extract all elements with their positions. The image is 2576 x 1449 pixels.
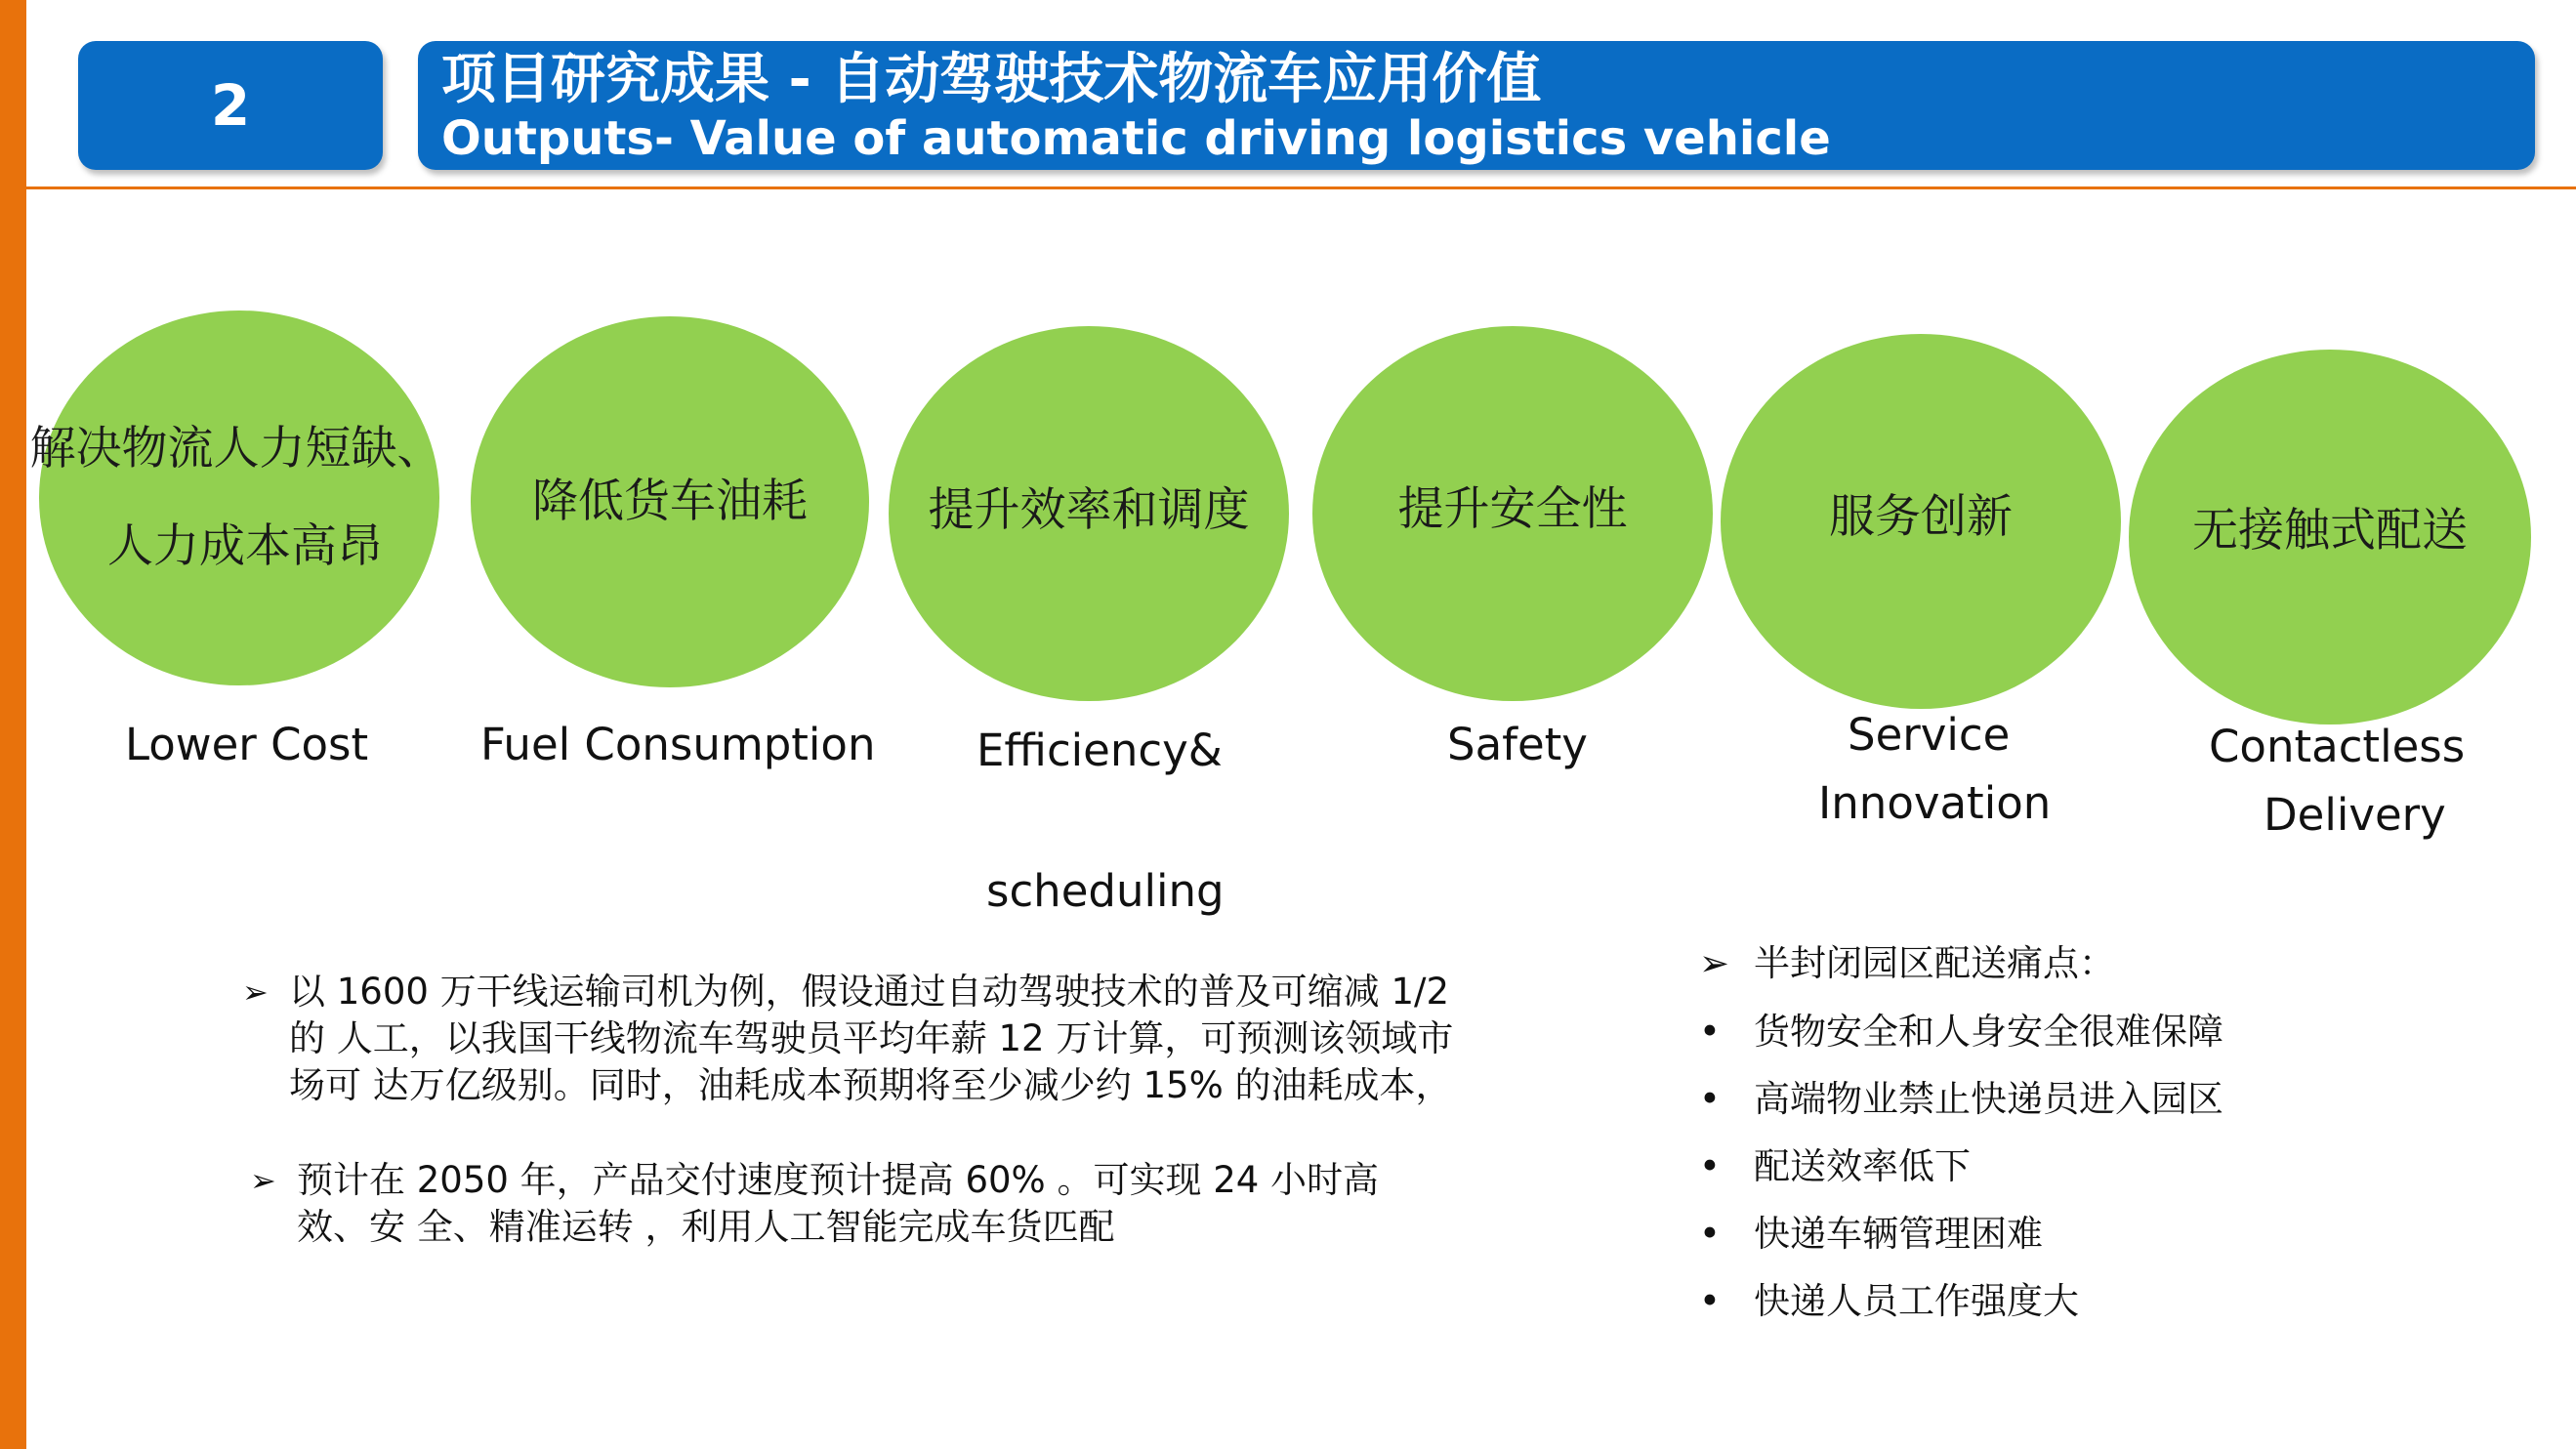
arrow-bullet-icon: ➢ <box>1699 942 1730 984</box>
circle-label-line: 降低货车油耗 <box>532 475 808 528</box>
value-label-scheduling: scheduling <box>986 865 1225 917</box>
value-label-lower-cost: Lower Cost <box>125 719 369 770</box>
left-accent-bar <box>0 0 26 1449</box>
value-circle-lower-cost <box>29 310 443 685</box>
value-circle-fuel <box>471 316 869 687</box>
circle-label-line: 解决物流人力短缺、 <box>29 422 443 476</box>
paragraph-line: 效、安 全、精准运转 ，利用人工智能完成车货匹配 <box>297 1206 1115 1248</box>
circle-label-line: 人力成本高昂 <box>107 519 383 573</box>
section-number: 2 <box>210 72 251 139</box>
pain-points-heading-text: 半封闭园区配送痛点： <box>1754 942 2115 984</box>
arrow-bullet-icon: ➢ <box>242 973 269 1011</box>
paragraph-line: 的 人工，以我国干线物流车驾驶员平均年薪 12 万计算，可预测该领域市 <box>289 1017 1454 1059</box>
paragraph-labor-cost <box>242 969 1521 1109</box>
header-divider <box>26 186 2576 189</box>
circle-label-line: 提升效率和调度 <box>928 483 1250 537</box>
dot-bullet-icon: • <box>1699 1213 1721 1255</box>
value-label-delivery: Delivery <box>2264 789 2446 841</box>
dot-bullet-icon: • <box>1699 1145 1721 1187</box>
value-circle-safety <box>1312 326 1713 701</box>
value-label-fuel: Fuel Consumption <box>480 719 876 770</box>
value-label-innovation: Innovation <box>1818 777 2052 829</box>
dot-bullet-icon: • <box>1699 1280 1721 1322</box>
paragraph-line: 场可 达万亿级别。同时，油耗成本预期将至少减少约 15% 的油耗成本， <box>289 1064 1452 1106</box>
list-item-text: 快递车辆管理困难 <box>1754 1213 2043 1255</box>
circle-label-line: 无接触式配送 <box>2192 504 2468 558</box>
value-circle-efficiency <box>889 326 1289 701</box>
paragraph-line: 以 1600 万干线运输司机为例，假设通过自动驾驶技术的普及可缩减 1/2 <box>289 971 1449 1013</box>
dot-bullet-icon: • <box>1699 1011 1721 1053</box>
title-english: Outputs- Value of automatic driving logistics vehicle <box>441 111 1831 166</box>
value-circle-service <box>1721 334 2121 709</box>
value-circle-contactless <box>2129 350 2531 724</box>
circle-label-line: 服务创新 <box>1829 490 2013 544</box>
paragraph-delivery-speed <box>250 1157 1471 1251</box>
paragraph-line: 预计在 2050 年，产品交付速度预计提高 60% 。可实现 24 小时高 <box>297 1159 1380 1201</box>
arrow-bullet-icon: ➢ <box>250 1162 276 1199</box>
section-number-badge <box>78 41 383 170</box>
circle-label-line: 提升安全性 <box>1397 482 1628 536</box>
list-item-text: 配送效率低下 <box>1754 1145 1971 1187</box>
list-item-text: 快递人员工作强度大 <box>1754 1280 2079 1322</box>
value-label-safety: Safety <box>1447 719 1588 770</box>
value-label-efficiency: Efficiency& <box>976 724 1223 776</box>
list-item-text: 高端物业禁止快递员进入园区 <box>1754 1078 2223 1120</box>
dot-bullet-icon: • <box>1699 1078 1721 1120</box>
value-label-contactless: Contactless <box>2209 721 2466 772</box>
value-label-service: Service <box>1848 709 2011 761</box>
list-item-text: 货物安全和人身安全很难保障 <box>1754 1011 2223 1053</box>
title-chinese: 项目研究成果 - 自动驾驶技术物流车应用价值 <box>441 48 1542 111</box>
title-banner <box>418 41 2535 170</box>
